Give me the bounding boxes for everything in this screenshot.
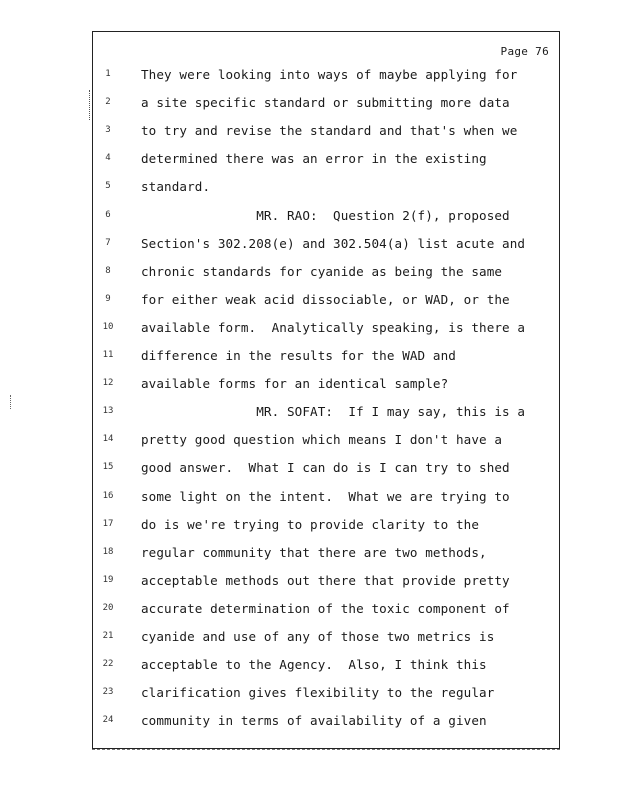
line-number: 20 — [102, 602, 114, 613]
line-number: 16 — [102, 490, 114, 501]
transcript-line: good answer. What I can do is I can try to shed — [141, 460, 510, 476]
line-number: 22 — [102, 659, 114, 670]
transcript-line: for either weak acid dissociable, or WAD, or the — [141, 291, 510, 307]
transcript-line: a site specific standard or submitting more data — [141, 95, 510, 111]
transcript-line: regular community that there are two methods, — [141, 544, 487, 560]
line-number: 15 — [102, 462, 114, 473]
line-number: 3 — [105, 125, 111, 136]
line-number: 24 — [102, 715, 114, 726]
bottom-divider — [92, 749, 560, 750]
line-number: 1 — [105, 69, 111, 79]
line-number: 12 — [102, 378, 114, 389]
transcript-line: cyanide and use of any of those two metrics is — [141, 629, 495, 644]
transcript-line: Section's 302.208(e) and 302.504(a) list acute and — [141, 235, 526, 251]
transcript-line: community in terms of availability of a given — [141, 713, 487, 729]
line-number: 9 — [105, 293, 111, 304]
line-number: 23 — [102, 687, 114, 698]
line-number: 18 — [102, 546, 114, 557]
transcript-line: They were looking into ways of maybe applying for — [141, 67, 518, 82]
transcript-line: acceptable to the Agency. Also, I think this — [141, 657, 487, 673]
transcript-line: chronic standards for cyanide as being the same — [141, 263, 503, 279]
line-number: 2 — [105, 97, 111, 108]
transcript-line: MR. SOFAT: If I may say, this is a — [141, 404, 526, 420]
line-number: 8 — [105, 265, 111, 276]
line-number: 13 — [102, 406, 114, 417]
line-number: 7 — [105, 237, 111, 248]
line-number: 21 — [102, 631, 114, 641]
transcript-line: pretty good question which means I don't have a — [141, 432, 503, 448]
margin-mark — [10, 395, 12, 409]
transcript-line: some light on the intent. What we are trying to — [141, 488, 510, 504]
transcript-line: MR. RAO: Question 2(f), proposed — [141, 207, 510, 223]
transcript-line: do is we're trying to provide clarity to the — [141, 516, 480, 532]
transcript-page — [92, 31, 560, 749]
transcript-line: to try and revise the standard and that's when we — [141, 123, 518, 139]
transcript-line: clarification gives flexibility to the regular — [141, 685, 495, 701]
line-number: 14 — [102, 434, 114, 445]
margin-tick-marks — [89, 90, 92, 120]
page-number: Page 76 — [500, 45, 549, 58]
line-number: 4 — [105, 153, 111, 164]
transcript-line: available form. Analytically speaking, is there a — [141, 319, 526, 335]
line-number: 6 — [105, 209, 111, 220]
line-number: 17 — [102, 518, 114, 529]
transcript-line: acceptable methods out there that provide pretty — [141, 572, 510, 588]
line-number: 19 — [102, 574, 114, 585]
transcript-line: difference in the results for the WAD and — [141, 348, 456, 363]
line-number: 11 — [102, 350, 114, 360]
transcript-line: determined there was an error in the existing — [141, 151, 487, 167]
line-number: 5 — [105, 181, 111, 192]
transcript-line: accurate determination of the toxic component of — [141, 600, 510, 616]
transcript-line: available forms for an identical sample? — [141, 376, 449, 392]
transcript-line: standard. — [141, 179, 211, 195]
line-number: 10 — [102, 321, 114, 332]
